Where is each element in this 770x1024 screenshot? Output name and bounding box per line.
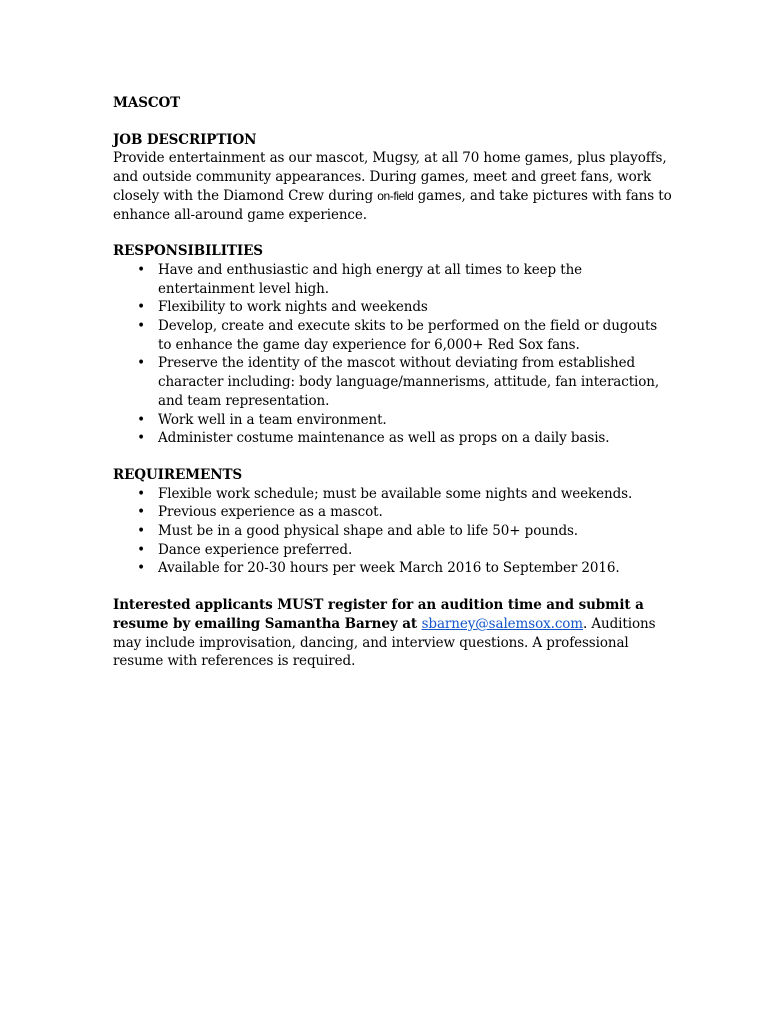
bullet-icon: • xyxy=(137,541,145,558)
list-item-text: Dance experience preferred. xyxy=(158,541,353,558)
email-link[interactable]: sbarney@salemsox.com xyxy=(421,615,584,632)
list-item xyxy=(113,354,673,410)
list-item xyxy=(113,298,673,317)
requirements-heading: REQUIREMENTS xyxy=(113,466,243,483)
closing-bold-text: Interested applicants MUST register for an audition time and submit a resume by emailing Samantha Barney at xyxy=(113,597,644,632)
spacer xyxy=(113,448,673,466)
list-item xyxy=(113,429,673,448)
job-description-paragraph xyxy=(113,149,673,224)
responsibilities-list xyxy=(113,261,673,448)
list-item xyxy=(113,503,673,522)
bullet-icon: • xyxy=(137,411,145,428)
list-item-text: Previous experience as a mascot. xyxy=(158,504,383,521)
list-item-text: Work well in a team environment. xyxy=(158,411,387,428)
bullet-icon: • xyxy=(137,523,145,540)
closing-paragraph xyxy=(113,596,673,671)
list-item-text: Must be in a good physical shape and able to life 50+ pounds. xyxy=(158,523,579,540)
list-item-text: Preserve the identity of the mascot without deviating from established character including: body language/mannerisms, attitude, fan interaction, and team representation. xyxy=(158,355,660,409)
bullet-icon: • xyxy=(137,318,145,335)
document-page xyxy=(113,94,673,671)
bullet-icon: • xyxy=(137,430,145,447)
list-item-text: Available for 20-30 hours per week March 2016 to September 2016. xyxy=(158,560,620,577)
spacer xyxy=(113,578,673,596)
list-item xyxy=(113,261,673,298)
job-description-text-narrow: on-field xyxy=(377,188,414,203)
list-item-text: Administer costume maintenance as well as props on a daily basis. xyxy=(158,430,610,447)
bullet-icon: • xyxy=(137,504,145,521)
bullet-icon: • xyxy=(137,560,145,577)
list-item xyxy=(113,411,673,430)
bullet-icon: • xyxy=(137,355,145,372)
spacer xyxy=(113,113,673,131)
list-item-text: Flexibility to work nights and weekends xyxy=(158,299,428,316)
list-item-text: Have and enthusiastic and high energy at all times to keep the entertainment level high. xyxy=(158,261,583,297)
job-description-text-before: Provide entertainment as our mascot, Mugsy, at all 70 home games, plus playoffs, and outside community appearances. During games, meet and greet fans, work closely with the Diamond Crew during xyxy=(113,150,667,204)
spacer xyxy=(113,224,673,242)
list-item-text: Flexible work schedule; must be available some nights and weekends. xyxy=(158,485,633,502)
responsibilities-heading: RESPONSIBILITIES xyxy=(113,243,263,260)
list-item xyxy=(113,559,673,578)
list-item-text: Develop, create and execute skits to be performed on the field or dugouts to enhance the game day experience for 6,000+ Red Sox fans. xyxy=(158,318,658,353)
list-item xyxy=(113,317,673,354)
closing-text-after: . Auditions may include improvisation, dancing, and interview questions. A professional resume with references is required. xyxy=(113,615,656,670)
bullet-icon: • xyxy=(137,485,145,502)
list-item xyxy=(113,522,673,541)
job-description-heading: JOB DESCRIPTION xyxy=(113,131,257,148)
bullet-icon: • xyxy=(137,299,145,316)
list-item xyxy=(113,541,673,560)
job-description-text-after: games, and take pictures with fans to enhance all-around game experience. xyxy=(113,187,672,223)
requirements-list xyxy=(113,485,673,579)
document-title: MASCOT xyxy=(113,95,181,111)
list-item xyxy=(113,485,673,504)
bullet-icon: • xyxy=(137,261,145,278)
